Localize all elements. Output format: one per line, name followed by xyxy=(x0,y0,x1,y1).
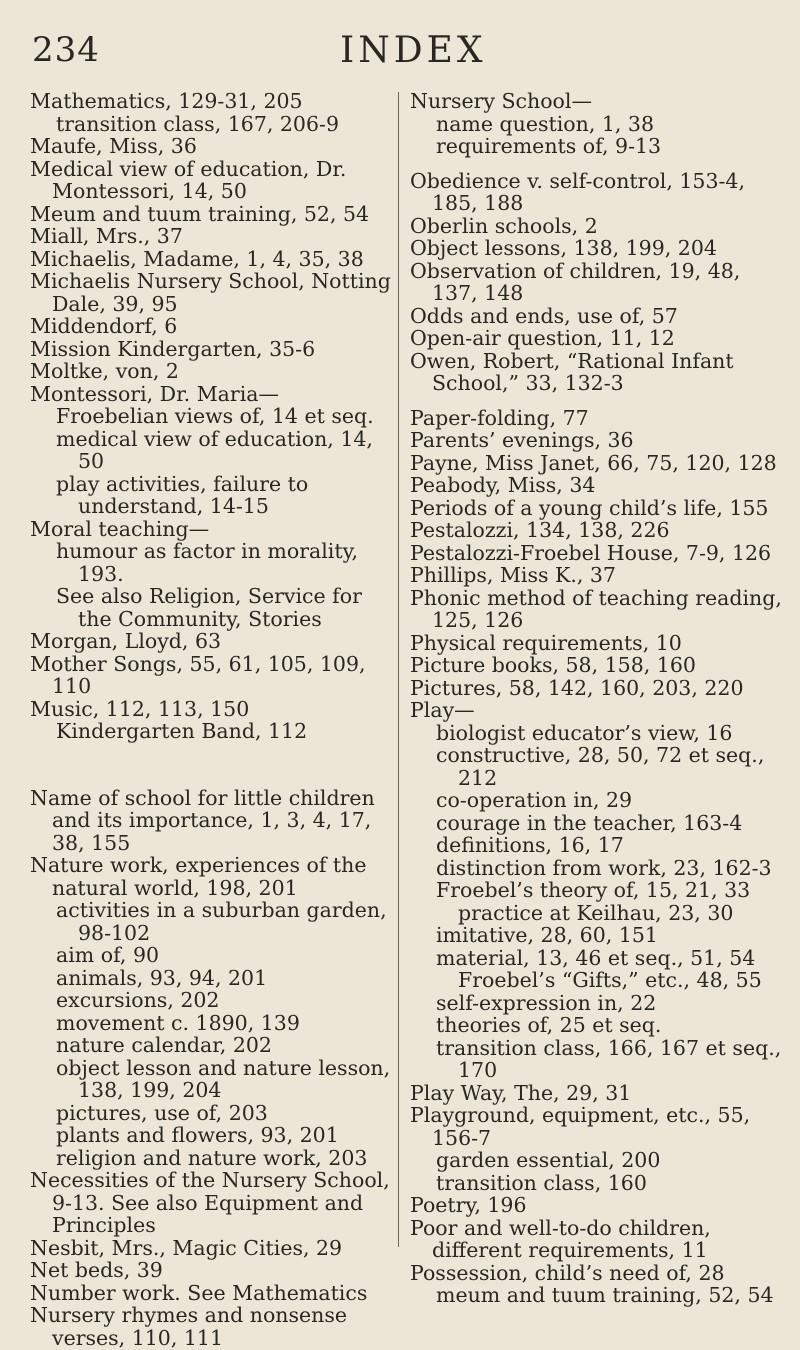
index-subentry: theories of, 25 et seq. xyxy=(436,1013,662,1037)
index-subentry: religion and nature work, 203 xyxy=(56,1145,368,1170)
index-entry: Meum and tuum training, 52, 54 xyxy=(30,201,370,226)
index-subentry: practice at Keilhau, 23, 30 xyxy=(458,900,734,925)
index-entry: Music, 112, 113, 150 xyxy=(30,696,250,721)
index-entry: Owen, Robert, “Rational Infant School,” 33, 132-3 xyxy=(410,348,734,395)
index-entry: Parents’ evenings, 36 xyxy=(410,428,634,452)
index-entry: Name of school for little children and its importance, 1, 3, 4, 17, 38, 155 xyxy=(30,785,375,855)
index-subentry: material, 13, 46 et seq., 51, 54 xyxy=(436,945,756,970)
index-entry: Obedience v. self-control, 153-4, 185, 188 xyxy=(410,168,745,215)
index-entry: Oberlin schools, 2 xyxy=(410,213,598,238)
index-entry: Net beds, 39 xyxy=(30,1258,163,1282)
index-entry: Nursery School— xyxy=(410,89,592,113)
index-subentry: nature calendar, 202 xyxy=(56,1033,272,1057)
index-entry: Nesbit, Mrs., Magic Cities, 29 xyxy=(30,1235,343,1260)
index-subentry: plants and flowers, 93, 201 xyxy=(56,1123,339,1147)
index-column-right xyxy=(410,90,782,1307)
index-entry: Physical requirements, 10 xyxy=(410,630,682,655)
index-subentry: courage in the teacher, 163-4 xyxy=(436,810,743,835)
index-entry: Open-air question, 11, 12 xyxy=(410,326,675,350)
index-entry: Phonic method of teaching reading, 125, 126 xyxy=(410,585,782,632)
index-entry: Michaelis Nursery School, Notting Dale, 39, 95 xyxy=(30,269,391,316)
index-entry: Periods of a young child’s life, 155 xyxy=(410,495,769,520)
index-subentry: activities in a suburban garden, 98-102 xyxy=(56,898,387,945)
index-subentry: excursions, 202 xyxy=(56,988,220,1012)
index-subentry: medical view of education, 14, 50 xyxy=(56,426,373,473)
index-subentry: biologist educator’s view, 16 xyxy=(436,720,733,745)
index-subentry: Froebel’s theory of, 15, 21, 33 xyxy=(436,878,751,902)
column-divider xyxy=(398,92,399,1247)
index-subentry: imitative, 28, 60, 151 xyxy=(436,923,658,947)
index-entry: Pictures, 58, 142, 160, 203, 220 xyxy=(410,675,744,700)
index-subentry: Froebel’s “Gifts,” etc., 48, 55 xyxy=(458,968,762,992)
index-entry: Pestalozzi-Froebel House, 7-9, 126 xyxy=(410,540,772,565)
index-subentry: See also Religion, Service for the Community, Stories xyxy=(56,584,362,631)
index-entry: Payne, Miss Janet, 66, 75, 120, 128 xyxy=(410,450,777,475)
index-subentry: pictures, use of, 203 xyxy=(56,1100,268,1125)
index-entry: Mathematics, 129-31, 205 xyxy=(30,89,303,113)
index-subentry: definitions, 16, 17 xyxy=(436,833,624,857)
section-gap xyxy=(410,395,782,407)
index-subentry: distinction from work, 23, 162-3 xyxy=(436,855,772,880)
index-subentry: transition class, 167, 206-9 xyxy=(56,111,339,136)
index-subentry: animals, 93, 94, 201 xyxy=(56,965,268,990)
section-gap xyxy=(410,158,782,170)
index-entry: Moral teaching— xyxy=(30,516,210,541)
index-subentry: name question, 1, 38 xyxy=(436,111,655,136)
index-entry: Object lessons, 138, 199, 204 xyxy=(410,236,717,260)
index-subentry: movement c. 1890, 139 xyxy=(56,1010,300,1035)
index-subentry: object lesson and nature lesson, 138, 199, 204 xyxy=(56,1055,391,1102)
index-subentry: aim of, 90 xyxy=(56,943,160,967)
index-entry: Playground, equipment, etc., 55, 156-7 xyxy=(410,1103,751,1150)
index-entry: Medical view of education, Dr. Montessori, 14, 50 xyxy=(30,156,347,203)
index-subentry: humour as factor in morality, 193. xyxy=(56,539,358,586)
index-entry: Nature work, experiences of the natural world, 198, 201 xyxy=(30,853,367,900)
page-title: INDEX xyxy=(340,30,487,71)
index-subentry: meum and tuum training, 52, 54 xyxy=(436,1283,774,1307)
index-subentry: transition class, 166, 167 et seq., 170 xyxy=(436,1035,782,1082)
index-entry: Moltke, von, 2 xyxy=(30,359,179,383)
index-subentry: transition class, 160 xyxy=(436,1170,647,1195)
index-entry: Poetry, 196 xyxy=(410,1193,527,1217)
index-subentry: garden essential, 200 xyxy=(436,1148,661,1172)
index-subentry: Kindergarten Band, 112 xyxy=(56,719,308,743)
page-number: 234 xyxy=(32,30,100,70)
index-entry: Odds and ends, use of, 57 xyxy=(410,303,678,328)
section-gap xyxy=(30,743,398,787)
index-subentry: play activities, failure to understand, 14-15 xyxy=(56,471,309,518)
index-entry: Play Way, The, 29, 31 xyxy=(410,1080,632,1105)
index-entry: Nursery rhymes and nonsense verses, 110, 111 xyxy=(30,1303,347,1350)
index-entry: Picture books, 58, 158, 160 xyxy=(410,653,696,677)
index-subentry: self-expression in, 22 xyxy=(436,990,657,1015)
index-entry: Morgan, Lloyd, 63 xyxy=(30,629,222,653)
index-entry: Play— xyxy=(410,698,475,722)
index-entry: Number work. See Mathematics xyxy=(30,1280,368,1305)
index-entry: Possession, child’s need of, 28 xyxy=(410,1260,725,1285)
index-subentry: constructive, 28, 50, 72 et seq., 212 xyxy=(436,743,765,790)
index-entry: Mission Kindergarten, 35-6 xyxy=(30,336,316,361)
index-entry: Necessities of the Nursery School, 9-13. See also Equipment and Principles xyxy=(30,1168,390,1237)
index-entry: Michaelis, Madame, 1, 4, 35, 38 xyxy=(30,246,364,271)
index-subentry: Froebelian views of, 14 et seq. xyxy=(56,404,374,428)
index-subentry: co-operation in, 29 xyxy=(436,788,633,812)
index-entry: Middendorf, 6 xyxy=(30,314,178,338)
index-entry: Phillips, Miss K., 37 xyxy=(410,563,616,587)
index-entry: Maufe, Miss, 36 xyxy=(30,134,197,158)
index-entry: Pestalozzi, 134, 138, 226 xyxy=(410,518,670,542)
index-subentry: requirements of, 9-13 xyxy=(436,134,662,158)
index-entry: Miall, Mrs., 37 xyxy=(30,224,183,248)
index-entry: Peabody, Miss, 34 xyxy=(410,473,596,497)
index-entry: Montessori, Dr. Maria— xyxy=(30,381,279,406)
index-entry: Mother Songs, 55, 61, 105, 109, 110 xyxy=(30,651,366,698)
index-entry: Observation of children, 19, 48, 137, 148 xyxy=(410,258,741,305)
index-entry: Paper-folding, 77 xyxy=(410,405,589,430)
index-entry: Poor and well-to-do children, different requirements, 11 xyxy=(410,1215,711,1262)
index-column-left xyxy=(30,90,398,1349)
